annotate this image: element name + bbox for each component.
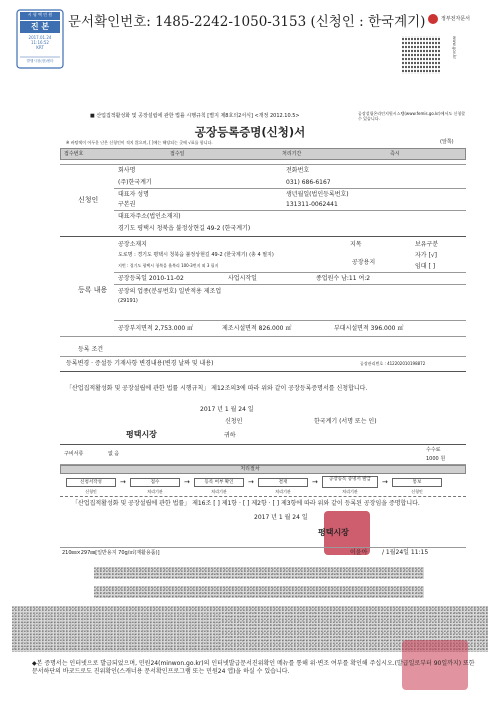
- step-4: 결재: [258, 478, 308, 487]
- regulation-reference: ■ 산업집적활성화 및 공장설립에 관한 법률 시행규칙 [별지 제8호의2서식] <개정 2012.10.5>: [90, 113, 300, 119]
- ownership-label: 보유구분: [415, 241, 439, 248]
- owned-checkbox[interactable]: 자가 [√]: [415, 252, 438, 259]
- step-5-actor: 처리기관: [342, 489, 358, 494]
- auxiliary-area: 부대시설면적 396.000 ㎡: [334, 325, 404, 332]
- business-start-label: 사업시작일: [228, 275, 257, 282]
- document-confirmation-number: 문서확인번호: 1485-2242-1050-3153 (신청인 : 한국계기): [68, 14, 426, 30]
- registration-conditions-label: 등록 조건: [78, 346, 104, 353]
- step-1-actor: 신청인: [85, 489, 97, 494]
- step-6-actor: 신청인: [411, 489, 423, 494]
- form-instructions: ※ 바탕색이 어두운 난은 신청인이 적지 않으며, [ ]에는 해당되는 곳에 √표를 합니다.: [66, 140, 213, 145]
- step-4-actor: 처리기관: [275, 489, 291, 494]
- phone-label: 전화번호: [286, 167, 310, 174]
- step-3: 등록 여부 확인: [194, 478, 244, 487]
- page-side-label: (앞쪽): [440, 139, 454, 145]
- process-title: 처리절차: [240, 466, 260, 472]
- divider: [60, 444, 466, 445]
- receipt-bar: [60, 148, 466, 160]
- processing-period-label: 처리기간: [282, 151, 302, 157]
- arrow-right-icon: →: [120, 478, 126, 486]
- addressee: 평택시장: [126, 430, 157, 439]
- divider: [60, 164, 466, 165]
- request-date: 2017 년 1 월 24 일: [200, 406, 254, 413]
- request-statement: 「산업집적활성화 및 공장설립에 관한 법률 시행규칙」 제12조의3에 따라 위와 같이 공장등록증명서를 신청합니다.: [66, 385, 368, 392]
- issue-time: / 1월24일 11:15: [382, 549, 429, 556]
- stamp-tz: KRT: [36, 45, 44, 50]
- arrow-right-icon: →: [312, 478, 318, 486]
- applicant-section-label: 신청인: [78, 196, 99, 204]
- divider: [114, 320, 466, 321]
- divider: [60, 371, 466, 372]
- phone-value: 031) 686-6167: [286, 179, 331, 186]
- gov-url: www.gov.kr: [452, 36, 457, 59]
- factory-site-label: 공장용지: [352, 259, 376, 266]
- divider: [60, 236, 466, 237]
- certifier: 평택시장: [318, 528, 349, 537]
- step-1: 신청서작성: [66, 478, 116, 487]
- divider: [114, 210, 466, 211]
- receipt-date-label: 접수일: [170, 151, 185, 157]
- land-category-label: 지목: [350, 241, 362, 248]
- step-5: 공장등록 증명서 발급: [322, 476, 378, 488]
- birth-label: 생년월일(법인등록번호): [286, 191, 349, 198]
- receipt-number-label: 접수번호: [64, 151, 84, 157]
- issuer-name: 이윤아: [350, 549, 368, 556]
- anti-copy-pattern: [12, 612, 222, 648]
- changes-label: 등록변경 · 증설등 기재사항 변경내용(변경 날짜 및 내용): [66, 360, 214, 367]
- documents-label: 구비서류: [64, 451, 84, 457]
- company-name-label: 회사명: [118, 167, 136, 174]
- divider: [114, 284, 466, 285]
- step-3-actor: 처리기관: [211, 489, 227, 494]
- factory-road-address: 도로명 : 경기도 평택시 청북읍 불정상현길 49-2 (한국계기) (총 4 필지): [118, 252, 274, 258]
- factory-location-label: 공장소재지: [118, 241, 147, 248]
- stamp-line-1: 시 평 택 민 원: [27, 12, 53, 17]
- fee-label: 수수료: [426, 447, 441, 453]
- documents-value: 없 음: [108, 451, 120, 457]
- divider: [60, 336, 466, 337]
- applicant-sign-label: 신청인: [225, 418, 243, 425]
- industry-label: 공장의 업종(분류번호) 일반적용 제조업: [118, 288, 222, 295]
- factory-management-number: 공장관리번호 : 412202010198872: [360, 361, 426, 366]
- paper-spec: 210㎜×297㎜[일반용지 70g/㎡(재활용품)]: [62, 550, 160, 556]
- arrow-right-icon: →: [248, 478, 254, 486]
- divider: [60, 547, 466, 548]
- certification-date: 2017 년 1 월 24 일: [254, 514, 308, 521]
- certification-statement: 「산업집적활성화 및 공장설립에 관한 법률」 제16조 [ ] 제1항 · [ ] 제2항 · [ ] 제3항에 따라 위와 같이 등록된 공장임을 증명합니다.: [72, 500, 420, 507]
- qr-code-overlay: [402, 36, 440, 74]
- divider: [60, 356, 466, 357]
- industry-code: (29191): [118, 298, 138, 304]
- anti-copy-pattern: [94, 567, 424, 579]
- stamp-line-2: 진 본: [30, 22, 50, 31]
- footer-notice: ◆본 증명서는 인터넷으로 발급되었으며, 민원24(minwon.go.kr)의 인터넷발급문서진위확인 메뉴를 통해 위·변조 여부를 확인해 주십시오.(발급일로부터 90일까지) 또한 문서하단의 바코드로도 진위확인(스캐너용 문서확인프로그램 또는 민원24 앱)을 하실 수 있습니다.: [32, 660, 475, 675]
- step-2: 접수: [130, 478, 180, 487]
- address-value: 경기도 평택시 청북읍 불정상현길 49-2 (한국계기): [118, 225, 251, 232]
- arrow-right-icon: →: [382, 478, 388, 486]
- address-label: 대표자주소(법인소재지): [118, 213, 181, 220]
- registration-section-label: 등록 내용: [78, 286, 108, 294]
- fee-value: 1000 원: [426, 456, 446, 462]
- arrow-right-icon: →: [184, 478, 190, 486]
- representative-value: 구본권: [118, 201, 136, 208]
- employee-count: 종업원수 남:11 여:2: [316, 275, 371, 282]
- building-area: 제조시설면적 826.000 ㎡: [222, 325, 292, 332]
- stamp-issuer: 발행시청(장)센터: [26, 59, 54, 63]
- representative-label: 대표자 성명: [118, 191, 149, 198]
- applicant-signature: 한국계기 (서명 또는 인): [314, 418, 377, 425]
- gov-e-doc-label: 정부전자문서: [441, 16, 470, 22]
- divider: [114, 272, 466, 273]
- government-logo-icon: [428, 14, 438, 24]
- processing-period-value: 즉시: [390, 151, 400, 157]
- company-name-value: (주)한국계기: [118, 179, 152, 186]
- site-area: 공장부지면적 2,753.000 ㎡: [118, 325, 194, 332]
- stamp-time: 11:16:52: [31, 40, 49, 45]
- birth-value: 131311-0062441: [286, 201, 338, 208]
- stamp-date: 2017.01.24: [28, 35, 52, 40]
- online-notice: 공장설립온라인지원시스템(www.femis.go.kr)에서도 신청할 수 있습니다.: [358, 111, 466, 121]
- divider: [114, 188, 466, 189]
- form-title: 공장등록증명(신청)서: [194, 125, 306, 139]
- leased-checkbox[interactable]: 임대 [ ]: [415, 263, 436, 270]
- anti-copy-pattern: [94, 586, 424, 598]
- step-6: 통보: [392, 478, 442, 487]
- addressee-suffix: 귀하: [224, 432, 236, 439]
- factory-lot-address: 지번 : 경기도 평택시 청북읍 율북리 100-3번지 외 3 필지: [118, 263, 219, 268]
- cut-line: [60, 496, 466, 497]
- step-2-actor: 처리기관: [147, 489, 163, 494]
- registration-date: 공장등록일 2010-11-02: [118, 275, 184, 282]
